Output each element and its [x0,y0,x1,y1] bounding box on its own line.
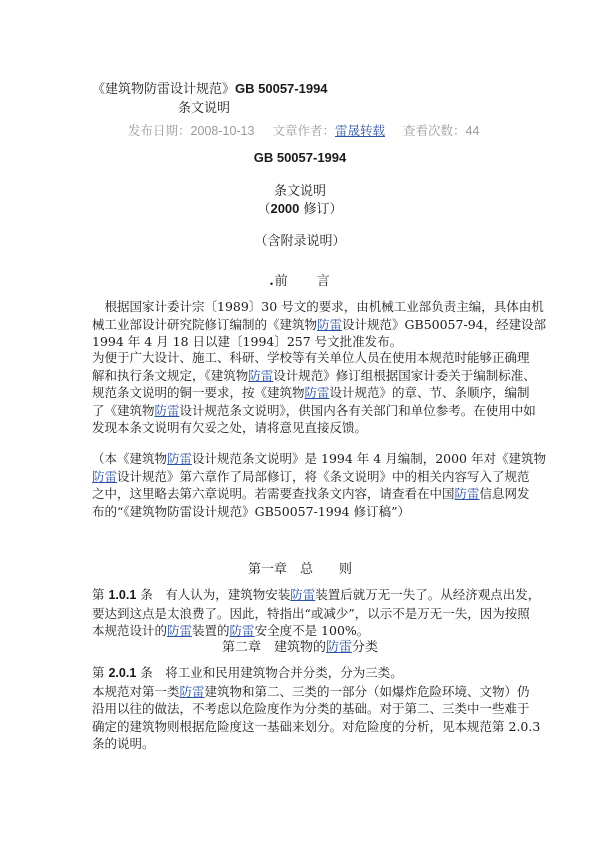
p2-line-4b: 设计规范条文说明》，供国内各有关部门和单位参考。在使用中如 [179,402,536,418]
p5-clause-number: 2.0.1 [108,666,137,680]
p3-line-3b: 信息网发 [479,486,530,501]
p1-line-2b: 设计规范》GB50057-94，经建设部 [342,316,547,332]
p3-link-fanglei-3[interactable]: 防雷 [454,486,480,501]
p3-line-2b: 设计规范》第六章作了局部修订，将《条文说明》中的相关内容写入了规范 [117,468,530,484]
p4-clause-number: 1.0.1 [108,588,137,602]
p3-line-2 [92,468,530,486]
ch2-link-fanglei[interactable]: 防雷 [325,640,352,655]
p4-line-1 [92,586,541,605]
date-label: 发布日期： [128,123,191,138]
revision-open: （ [257,202,271,217]
paragraph-4 [92,586,541,640]
p2-link-fanglei-1[interactable]: 防雷 [248,367,274,383]
p5-line-5: 条的说明。 [92,736,155,751]
p4-line-2: 要达到这点是太浪费了。因此，特指出“或减少”，以示不是万无一失，因为按照 [92,605,530,621]
p5-line-1 [92,664,512,683]
chapter-1-heading: 第一章 总 则 [247,562,352,577]
p3-line-3 [92,485,530,503]
p3-line-3a: 之中，这里略去第六章说明。若需要查找条文内容，请查看在中国 [92,486,455,501]
p3-line-1b: 设计规范条文说明》是 1994 年 4 月编制，2000 年对《建筑物 [192,451,546,466]
p4-link-fanglei-3[interactable]: 防雷 [229,623,255,638]
ch2-a: 第二章 建筑物的 [221,640,326,655]
p4-line-1a: 第 [92,587,109,602]
p3-line-1 [92,450,546,468]
author-link[interactable]: 雷晟转载 [334,123,385,138]
paragraph-5 [92,664,541,753]
p5-line-1a: 第 [92,665,109,680]
p1-line-3: 1994 年 4 月 18 日以建〔1994〕257 号文批准发布。 [92,334,403,349]
p5-link-fanglei[interactable]: 防雷 [179,683,205,699]
p1-line-1: 根据国家计委计宗〔1989〕30 号文的要求，由机械工业部负责主编，具体由机 [92,299,544,314]
p2-line-2a: 解和执行条文规定，《建筑物 [92,367,249,383]
p4-link-fanglei-2[interactable]: 防雷 [167,623,193,638]
p5-line-2a: 本规范对第一类 [92,683,180,699]
paragraph-3 [92,450,546,520]
p4-link-fanglei-1[interactable]: 防雷 [290,587,316,602]
p5-line-3: 沿用以往的做法，不考虑以危险度作为分类的基础。对于第二、三类中一些难于 [92,701,530,716]
appendix-note: （含附录说明） [254,234,346,249]
title-prefix: 《建筑物防雷设计规范》 [92,82,236,97]
p2-line-2b: 设计规范》修订组根据国家计委关于编制标准、 [273,367,536,383]
p5-line-4: 确定的建筑物则根据危险度这一基础来划分。对危险度的分析，见本规范第 2.0.3 [92,718,541,734]
revision-rest: 修订） [303,202,343,217]
paragraph-1 [92,298,547,351]
p4-line-3c: 安全度不是 100%。 [254,623,370,638]
views-value: 44 [465,124,480,138]
ch2-b: 分类 [352,640,379,655]
p2-line-3 [92,384,530,402]
article-subtitle: 条文说明 [178,101,231,116]
article-title [92,78,328,97]
p2-line-1: 为便于广大设计、施工、科研、学校等有关单位人员在使用本规范时能够正确理 [92,350,530,365]
author-label: 文章作者： [272,123,335,138]
p5-line-2 [92,683,530,701]
explanation-heading: 条文说明 [273,184,326,199]
p2-line-4a: 了《建筑物 [92,402,155,418]
p2-line-4 [92,402,536,420]
views-label: 查看次数： [403,123,466,138]
p5-line-1b: 条 将工业和民用建筑物合并分类，分为三类。 [136,665,403,680]
preface-heading [0,270,600,289]
article-meta [128,121,479,139]
p2-line-2 [92,367,536,385]
p4-line-3a: 本规范设计的 [92,623,168,638]
chapter-2-heading [0,636,600,655]
p3-link-fanglei-1[interactable]: 防雷 [167,451,193,466]
p3-line-4: 布的“《建筑物防雷设计规范》GB50057-1994 修订稿”） [92,503,410,519]
p4-line-3b: 装置的 [192,623,230,638]
p4-line-1c: 装置后就万无一失了。从经济观点出发， [315,587,541,602]
preface-dot: . [269,274,275,289]
p3-link-fanglei-2[interactable]: 防雷 [92,468,118,484]
paragraph-2 [92,349,536,437]
p5-line-2b: 建筑物和第二、三类的一部分（如爆炸危险环境、文物）仍 [204,683,530,699]
p2-line-3b: 设计规范》的章、节、条顺序，编制 [329,385,530,400]
p3-line-1a: （本《建筑物 [92,451,168,466]
p4-line-1b: 条 有人认为，建筑物安装 [136,587,291,602]
p1-line-2a: 械工业部设计研究院修订编制的《建筑物 [92,316,318,332]
p2-line-3a: 规范条文说明的铜一要求，按《建筑物 [92,385,305,400]
p2-link-fanglei-3[interactable]: 防雷 [154,402,180,418]
p1-line-2 [92,316,547,334]
revision-heading [0,198,600,217]
date-value: 2008-10-13 [190,124,255,138]
preface-text: 前 言 [274,274,331,289]
title-code: GB 50057-1994 [235,81,328,96]
code-heading: GB 50057-1994 [253,150,347,165]
p2-line-5: 发现本条文说明有欠妥之处，请将意见直接反馈。 [92,420,368,435]
p2-link-fanglei-2[interactable]: 防雷 [304,385,330,400]
p1-link-fanglei[interactable]: 防雷 [317,316,343,332]
revision-year: 2000 [270,201,300,216]
